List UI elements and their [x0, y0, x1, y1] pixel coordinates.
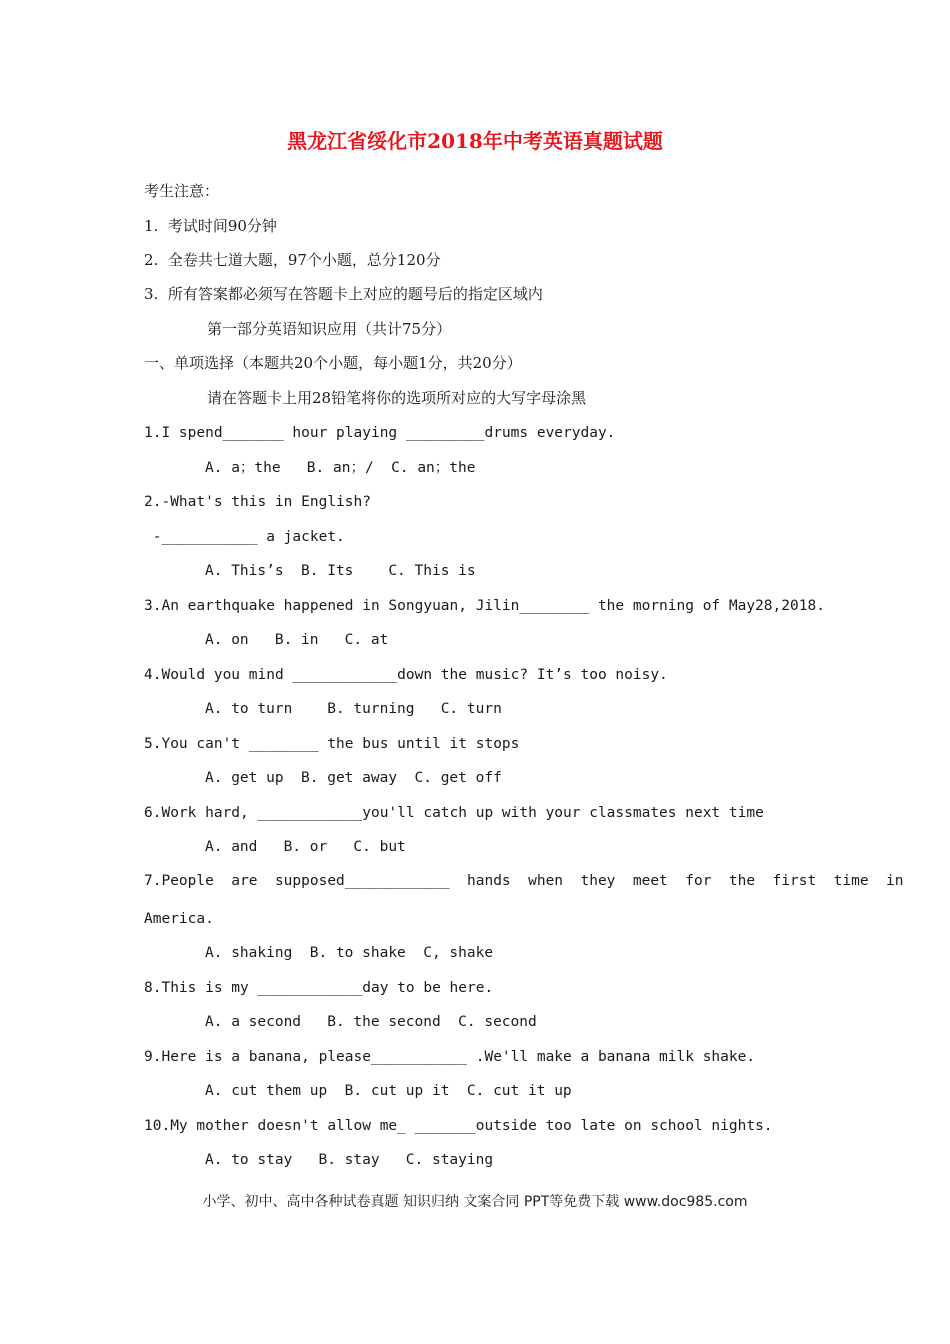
question-stem: 9.Here is a banana, please___________ .We'll make a banana milk shake.	[144, 1049, 756, 1065]
question-options: A. on B. in C. at	[205, 632, 389, 648]
section-title: 一、单项选择（本题共20个小题，每小题1分，共20分）	[144, 354, 522, 372]
question-stem: 5.You can't ________ the bus until it stops	[144, 736, 520, 752]
question-stem-continued: America.	[144, 911, 214, 927]
question-stem: 7.People are supposed____________ hands when they meet for the first time in	[144, 873, 904, 889]
question-stem: 4.Would you mind ____________down the music? It’s too noisy.	[144, 667, 668, 683]
question-options: A. cut them up B. cut up it C. cut it up	[205, 1083, 572, 1099]
question-stem-continued: -___________ a jacket.	[144, 529, 345, 545]
question-options: A. to turn B. turning C. turn	[205, 701, 502, 717]
notice-item: 1. 考试时间90分钟	[144, 217, 277, 235]
document-title: 黑龙江省绥化市2018年中考英语真题试题	[287, 129, 663, 153]
question-stem: 10.My mother doesn't allow me_ _______outside too late on school nights.	[144, 1118, 773, 1134]
question-options: A. and B. or C. but	[205, 839, 406, 855]
section-instruction: 请在答题卡上用28铅笔将你的选项所对应的大写字母涂黑	[207, 389, 587, 407]
question-stem: 6.Work hard, ____________you'll catch up with your classmates next time	[144, 805, 764, 821]
question-stem: 1.I spend_______ hour playing _________drums everyday.	[144, 425, 616, 441]
question-stem: 2.-What's this in English?	[144, 494, 371, 510]
question-options: A. a；the B. an；/ C. an；the	[205, 460, 476, 476]
question-options: A. get up B. get away C. get off	[205, 770, 502, 786]
notice-heading: 考生注意：	[144, 182, 220, 200]
question-options: A. a second B. the second C. second	[205, 1014, 537, 1030]
notice-item: 3. 所有答案都必须写在答题卡上对应的题号后的指定区域内	[144, 285, 543, 303]
question-stem: 3.An earthquake happened in Songyuan, Jilin________ the morning of May28,2018.	[144, 598, 825, 614]
question-options: A. This’s B. Its C. This is	[205, 563, 476, 579]
part-title: 第一部分英语知识应用（共计75分）	[207, 320, 452, 338]
notice-item: 2. 全卷共七道大题，97个小题，总分120分	[144, 251, 441, 269]
question-stem: 8.This is my ____________day to be here.	[144, 980, 494, 996]
page-footer: 小学、初中、高中各种试卷真题 知识归纳 文案合同 PPT等免费下载 www.doc985.com	[202, 1194, 748, 1210]
question-options: A. to stay B. stay C. staying	[205, 1152, 494, 1168]
question-options: A. shaking B. to shake C, shake	[205, 945, 494, 961]
